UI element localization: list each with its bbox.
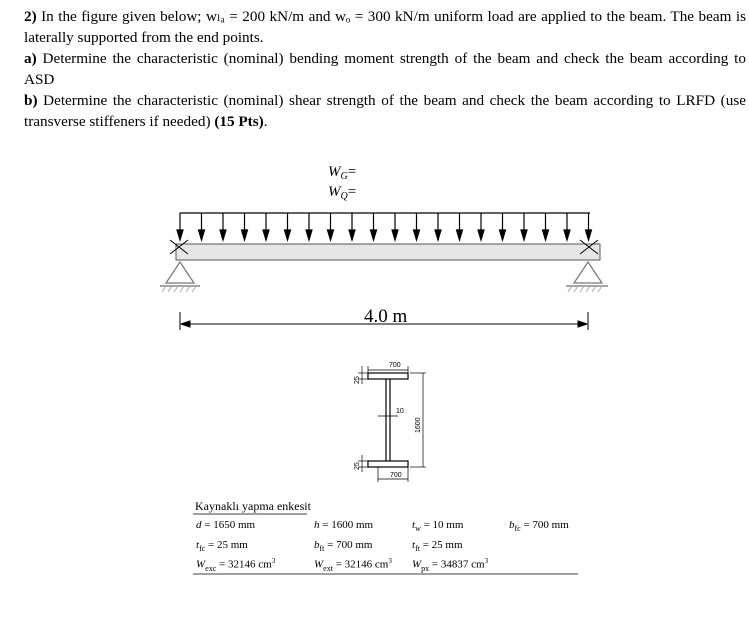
web-height-label: 1600 xyxy=(415,417,422,433)
part-b-end: . xyxy=(263,113,268,130)
prop-bfc: $b_{fc} = 700$ mm xyxy=(509,519,569,534)
load-arrow-head xyxy=(220,230,226,240)
prop-tfc: $t_{fc} = 25$ mm xyxy=(196,539,248,554)
load-arrow-head xyxy=(435,230,441,240)
load-labels xyxy=(328,164,356,202)
properties-title: Kaynaklı yapma enkesit xyxy=(195,499,311,513)
top-flange-width-label: 700 xyxy=(389,362,401,369)
bottom-flange xyxy=(368,461,408,467)
load-arrow-head xyxy=(457,230,463,240)
load-arrow-head xyxy=(543,230,549,240)
prop-tft: $t_{ft} = 25$ mm xyxy=(412,539,463,554)
part-b-label: b) xyxy=(24,92,38,109)
load-arrow-head xyxy=(564,230,570,240)
part-b-points: (15 Pts) xyxy=(214,113,264,130)
load-q-label: $W_Q=$ xyxy=(328,184,357,202)
prop-h: h = 1600 mm xyxy=(314,519,374,531)
beam xyxy=(176,244,600,260)
load-arrow-head xyxy=(285,230,291,240)
left-support xyxy=(160,262,200,292)
prop-tw: $t_w = 10$ mm xyxy=(412,519,464,534)
prop-wpx: $W_{px} = 34837$ $cm^3$ xyxy=(412,557,489,573)
prop-bft: $b_{ft} = 700$ mm xyxy=(314,539,373,554)
load-arrow-head xyxy=(392,230,398,240)
load-arrow-head xyxy=(586,230,592,240)
load-arrow-head xyxy=(478,230,484,240)
load-arrow-head xyxy=(371,230,377,240)
part-a-label: a) xyxy=(24,50,37,67)
bottom-flange-thickness-label: 25 xyxy=(354,462,361,470)
load-arrow-head xyxy=(199,230,205,240)
right-support xyxy=(566,262,608,292)
web-thickness-label: 10 xyxy=(396,408,404,415)
part-b-text: Determine the characteristic (nominal) shear strength of the beam and check the beam according to LRFD (use transverse stiffeners if needed) xyxy=(24,92,746,130)
distributed-load xyxy=(177,213,592,240)
top-flange xyxy=(368,373,408,379)
load-arrow-head xyxy=(177,230,183,240)
load-arrow-head xyxy=(328,230,334,240)
load-arrow-head xyxy=(242,230,248,240)
load-arrow-head xyxy=(263,230,269,240)
load-arrow-head xyxy=(306,230,312,240)
load-arrow-head xyxy=(349,230,355,240)
load-arrow-head xyxy=(414,230,420,240)
load-arrow-head xyxy=(521,230,527,240)
prop-wexc: $W_{exc} = 32146$ $cm^3$ xyxy=(196,557,276,573)
span-label: 4.0 m xyxy=(364,306,408,327)
question-intro-text: In the figure given below; wₗₐ = 200 kN/m and wₒ = 300 kN/m uniform load are applied to the beam. The beam is laterally supported from the end points. xyxy=(24,8,746,46)
prop-d: d = 1650 mm xyxy=(196,519,256,531)
load-arrow-head xyxy=(500,230,506,240)
prop-wext: $W_{ext} = 32146$ $cm^3$ xyxy=(314,557,392,573)
question-number: 2) xyxy=(24,8,37,25)
load-g-label: $W_G=$ xyxy=(328,164,357,182)
part-a-text: Determine the characteristic (nominal) bending moment strength of the beam and check the beam according to ASD xyxy=(24,50,746,88)
bottom-flange-width-label: 700 xyxy=(390,472,402,479)
top-flange-thickness-label: 25 xyxy=(354,376,361,384)
